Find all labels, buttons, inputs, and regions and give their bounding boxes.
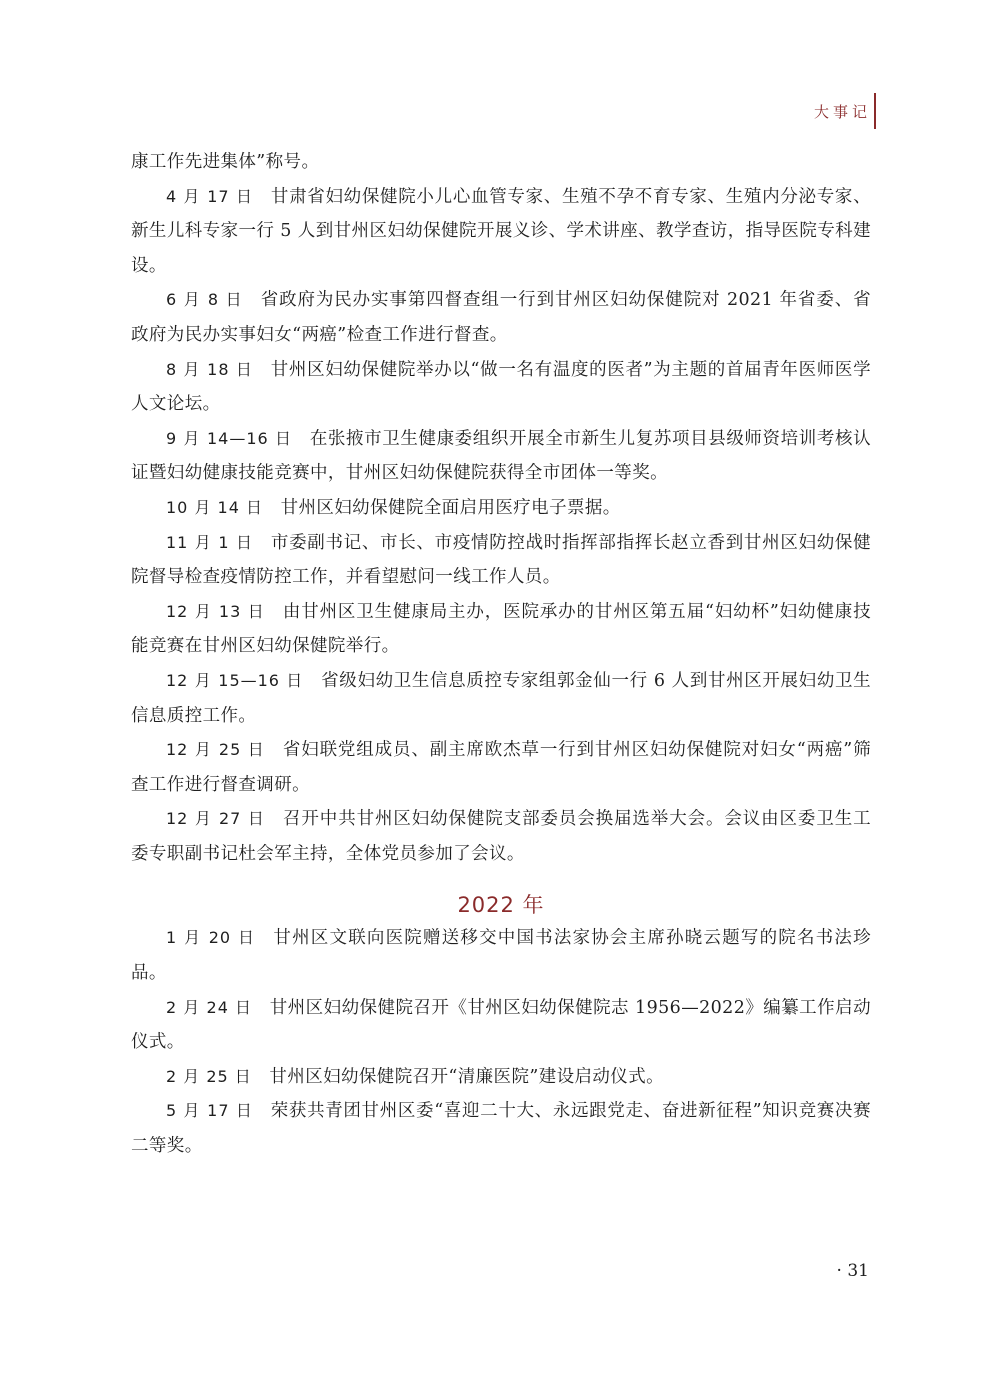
entry-2021-sep-14 — [131, 422, 871, 491]
entry-text: 甘州区妇幼保健院召开《甘州区妇幼保健院志 1956—2022》编纂工作启动仪式。 — [131, 997, 871, 1053]
entry-2022-feb-25 — [131, 1060, 871, 1095]
entry-text: 荣获共青团甘州区委“喜迎二十大、永远跟党走、奋进新征程”知识竞赛决赛二等奖。 — [131, 1101, 871, 1157]
entry-2022-jan-20 — [131, 921, 871, 990]
year-heading: 2022 年 — [457, 893, 545, 918]
entry-text: 由甘州区卫生健康局主办，医院承办的甘州区第五届“妇幼杯”妇幼健康技能竞赛在甘州区妇幼保健院举行。 — [131, 601, 872, 657]
entry-2021-dec-13 — [131, 595, 871, 664]
entry-date: 11 月 1 日 — [166, 532, 254, 552]
entry-text: 召开中共甘州区妇幼保健院支部委员会换届选举大会。会议由区委卫生工委专职副书记杜会军主持，全体党员参加了会议。 — [131, 809, 871, 864]
entry-2022-may-17 — [131, 1094, 871, 1163]
entry-date: 9 月 14—16 日 — [166, 428, 293, 448]
entry-2021-nov-1 — [131, 526, 871, 595]
entry-text: 市委副书记、市长、市疫情防控战时指挥部指挥长赵立香到甘州区妇幼保健院督导检查疫情防控工作，并看望慰问一线工作人员。 — [131, 532, 871, 588]
entry-text: 省政府为民办实事第四督查组一行到甘州区妇幼保健院对 2021 年省委、省政府为民办实事妇女“两癌”检查工作进行督查。 — [131, 290, 872, 345]
entry-text: 甘州区文联向医院赠送移交中国书法家协会主席孙晓云题写的院名书法珍品。 — [131, 928, 871, 984]
entry-text: 省妇联党组成员、副主席欧杰草一行到甘州区妇幼保健院对妇女“两癌”筛查工作进行督查调研。 — [131, 740, 872, 795]
entry-date: 6 月 8 日 — [166, 290, 244, 310]
entry-text: 甘州区妇幼保健院举办以“做一名有温度的医者”为主题的首届青年医师医学人文论坛。 — [131, 359, 871, 415]
entry-date: 2 月 25 日 — [166, 1066, 252, 1086]
entry-text: 省级妇幼卫生信息质控专家组郭金仙一行 6 人到甘州区开展妇幼卫生信息质控工作。 — [131, 670, 871, 726]
entry-2021-oct-14 — [131, 491, 871, 526]
entry-2021-apr-17 — [131, 180, 871, 284]
entry-date: 4 月 17 日 — [166, 186, 254, 206]
entry-date: 2 月 24 日 — [166, 997, 253, 1017]
page-number: · 31 — [836, 1261, 869, 1281]
entry-text: 甘肃省妇幼保健院小儿心血管专家、生殖不孕不育专家、生殖内分泌专家、新生儿科专家一行 5 人到甘州区妇幼保健院开展义诊、学术讲座、教学查访，指导医院专科建设。 — [131, 186, 871, 276]
entry-2021-dec-15 — [131, 664, 871, 733]
entry-text: 在张掖市卫生健康委组织开展全市新生儿复苏项目县级师资培训考核认证暨妇幼健康技能竞赛中，甘州区妇幼保健院获得全市团体一等奖。 — [131, 428, 871, 484]
header-rule — [874, 93, 876, 129]
entry-date: 12 月 15—16 日 — [166, 670, 304, 690]
entry-2021-dec-27 — [131, 802, 871, 871]
continued-paragraph: 康工作先进集体”称号。 — [131, 152, 320, 172]
entry-text: 甘州区妇幼保健院全面启用医疗电子票据。 — [280, 497, 621, 518]
entry-2021-dec-25 — [131, 733, 871, 802]
entry-date: 10 月 14 日 — [166, 497, 263, 517]
entry-date: 12 月 25 日 — [166, 740, 266, 760]
entry-date: 12 月 13 日 — [166, 601, 266, 621]
entry-date: 8 月 18 日 — [166, 359, 254, 379]
entry-date: 5 月 17 日 — [166, 1101, 254, 1121]
entry-date: 1 月 20 日 — [166, 928, 256, 948]
entry-2021-jun-8 — [131, 283, 871, 352]
page-body — [131, 145, 871, 1164]
entry-date: 12 月 27 日 — [166, 809, 266, 829]
entry-2021-aug-18 — [131, 353, 871, 422]
entry-2022-feb-24 — [131, 991, 871, 1060]
running-title: 大事记 — [813, 103, 871, 121]
entry-text: 甘州区妇幼保健院召开“清廉医院”建设启动仪式。 — [269, 1066, 664, 1087]
